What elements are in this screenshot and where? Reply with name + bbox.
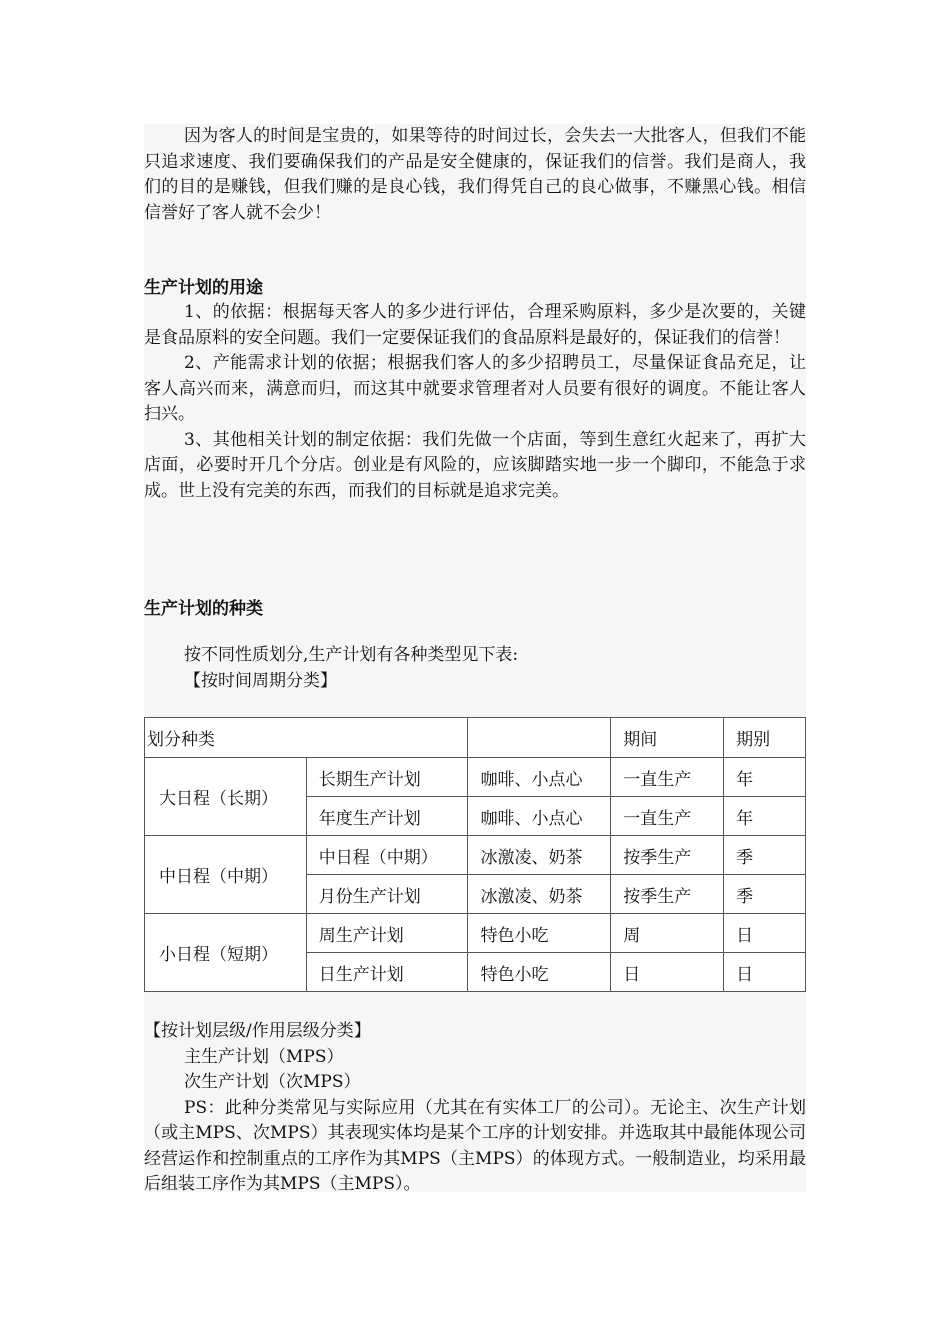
table-cell: 咖啡、小点心 xyxy=(468,758,611,797)
table-cell: 季 xyxy=(724,836,806,875)
table-header-row xyxy=(145,718,806,758)
group-cell: 小日程（短期） xyxy=(145,914,307,992)
table-cell: 按季生产 xyxy=(611,875,724,914)
section-title-types: 生产计划的种类 xyxy=(144,599,263,619)
usage-item-2: 2、产能需求计划的依据；根据我们客人的多少招聘员工，尽量保证食品充足，让客人高兴而来，满意而归，而这其中就要求管理者对人员要有很好的调度。不能让客人扫兴。 xyxy=(144,353,806,424)
usage-item-1: 1、的依据：根据每天客人的多少进行评估，合理采购原料，多少是次要的，关键是食品原料的安全问题。我们一定要保证我们的食品原料是最好的，保证我们的信誉！ xyxy=(144,302,806,348)
group-cell: 大日程（长期） xyxy=(145,758,307,836)
table-cell: 特色小吃 xyxy=(468,914,611,953)
table-cell: 中日程（中期） xyxy=(306,836,468,875)
table-cell: 周 xyxy=(611,914,724,953)
table-cell: 特色小吃 xyxy=(468,953,611,992)
table-row xyxy=(145,836,806,875)
table-cell: 一直生产 xyxy=(611,797,724,836)
group-cell: 中日程（中期） xyxy=(145,836,307,914)
usage-item-3: 3、其他相关计划的制定依据：我们先做一个店面，等到生意红火起来了，再扩大店面，必要时开几个分店。创业是有风险的，应该脚踏实地一步一个脚印，不能急于求成。世上没有完美的东西，而我们的目标就是追求完美。 xyxy=(144,429,806,501)
usage-list xyxy=(144,300,806,504)
table-header-cell xyxy=(468,718,611,758)
plan-types-table xyxy=(144,717,806,992)
table-cell: 一直生产 xyxy=(611,758,724,797)
hierarchy-subtitle: 【按计划层级/作用层级分类】 xyxy=(144,1021,371,1041)
table-cell: 日生产计划 xyxy=(306,953,468,992)
table-cell: 周生产计划 xyxy=(306,914,468,953)
table-cell: 年度生产计划 xyxy=(306,797,468,836)
table-cell: 日 xyxy=(724,914,806,953)
table-cell: 按季生产 xyxy=(611,836,724,875)
table-cell: 年 xyxy=(724,797,806,836)
table-cell: 季 xyxy=(724,875,806,914)
table-cell: 冰激凌、奶茶 xyxy=(468,836,611,875)
table-cell: 日 xyxy=(611,953,724,992)
hierarchy-section xyxy=(144,1019,806,1198)
ps-paragraph: PS：此种分类常见与实际应用（尤其在有实体工厂的公司）。无论主、次生产计划（或主MPS、次MPS）其表现实体均是某个工序的计划安排。并选取其中最能体现公司经营运作和控制重点的工序作为其MPS（主MPS）的体现方式。一般制造业，均采用最后组装工序作为其MPS（主MPS）。 xyxy=(144,1097,806,1194)
intro-section xyxy=(144,124,806,226)
table-header-cell: 划分种类 xyxy=(145,718,468,758)
table-cell: 日 xyxy=(724,953,806,992)
hierarchy-item-2: 次生产计划（次MPS） xyxy=(184,1072,361,1092)
table-header-cell: 期别 xyxy=(724,718,806,758)
types-intro xyxy=(144,643,806,694)
time-period-subtitle: 【按时间周期分类】 xyxy=(184,670,337,691)
hierarchy-item-1: 主生产计划（MPS） xyxy=(184,1046,344,1067)
table-cell: 咖啡、小点心 xyxy=(468,797,611,836)
table-row xyxy=(145,758,806,797)
section-title-usage: 生产计划的用途 xyxy=(144,278,263,298)
intro-paragraph: 因为客人的时间是宝贵的，如果等待的时间过长，会失去一大批客人，但我们不能只追求速度、我们要确保我们的产品是安全健康的，保证我们的信誉。我们是商人，我们的目的是赚钱，但我们赚的是良心钱，我们得凭自己的良心做事，不赚黑心钱。相信信誉好了客人就不会少！ xyxy=(144,126,806,223)
table-cell: 年 xyxy=(724,758,806,797)
table-row xyxy=(145,914,806,953)
table-cell: 冰激凌、奶茶 xyxy=(468,875,611,914)
table-header-cell: 期间 xyxy=(611,718,724,758)
table-cell: 长期生产计划 xyxy=(306,758,468,797)
table-cell: 月份生产计划 xyxy=(306,875,468,914)
types-intro-text: 按不同性质划分,生产计划有各种类型见下表: xyxy=(184,645,519,665)
